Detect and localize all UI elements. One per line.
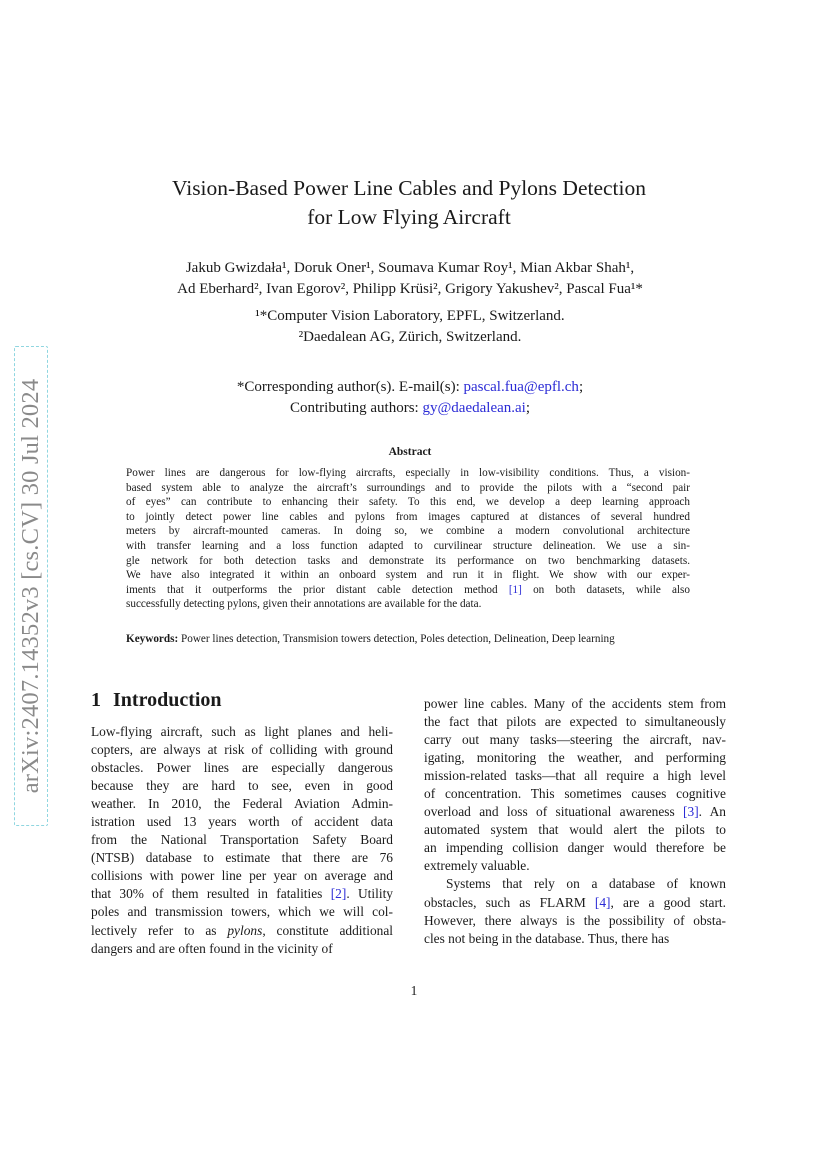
abstract-line: with transfer learning and a loss function adapted to curvilinear structure delineation. We use a sin- [126, 539, 690, 552]
body-line: (NTSB) database to estimate that there are 76 [91, 850, 393, 866]
keywords-line [126, 633, 726, 645]
body-line: weather. In 2010, the Federal Aviation Admin- [91, 796, 393, 812]
authors-line-2: Ad Eberhard², Ivan Egorov², Philipp Krüsi², Grigory Yakushev², Pascal Fua¹* [177, 280, 643, 297]
abstract-line: of eyes” can contribute to enhancing their safety. To this end, we develop a deep learning approach [126, 496, 690, 509]
body-line: the fact that pilots are expected to simultaneously [424, 714, 726, 730]
body-line-with-citation [424, 803, 726, 821]
contributing-label: Contributing authors: [289, 399, 423, 416]
abstract-line: Power lines are dangerous for low-flying aircrafts, especially in low-visibility conditions. Thus, a vision- [126, 467, 690, 479]
body-text: that 30% of them resulted in fatalities [91, 886, 331, 902]
keywords-label: Keywords: [126, 633, 179, 645]
body-line: an impending collision danger would therefore be [424, 840, 726, 856]
title-line-1: Vision-Based Power Line Cables and Pylons Detection [171, 176, 647, 200]
body-line: because they are hard to see, even in good [91, 778, 393, 794]
keywords-text: Power lines detection, Transmision towers detection, Poles detection, Delineation, Deep learning [178, 633, 615, 645]
citation-link[interactable]: [3] [683, 804, 699, 820]
left-column [91, 723, 393, 958]
abstract-line: based system able to analyze the aircraft’s surroundings and to provide the pilots with a “second pair [126, 481, 690, 494]
section-heading [91, 689, 222, 712]
citation-link[interactable]: [2] [330, 886, 347, 902]
body-line: igating, monitoring the weather, and performing [424, 750, 726, 766]
correspondence-block [100, 377, 720, 418]
abstract-line: to jointly detect power line cables and pylons from images captured at distances of several hundred [126, 510, 690, 523]
contributing-authors-row [100, 398, 720, 419]
body-text: obstacles, such as FLARM [424, 894, 595, 910]
body-line: carry out many tasks—steering the aircraft, nav- [424, 732, 726, 748]
title-line-2: for Low Flying Aircraft [307, 205, 511, 229]
affiliation-2: ²Daedalean AG, Zürich, Switzerland. [298, 328, 522, 345]
body-text: overload and loss of situational awareness [424, 804, 684, 820]
body-line: poles and transmission towers, which we will col- [91, 904, 393, 920]
affiliation-1: ¹*Computer Vision Laboratory, EPFL, Switzerland. [255, 308, 565, 324]
arxiv-stamp-text: arXiv:2407.14352v3 [cs.CV] 30 Jul 2024 [17, 378, 44, 794]
body-text: , constitute additional [262, 922, 393, 938]
citation-link[interactable]: [4] [594, 894, 611, 910]
body-line: from the National Transportation Safety Board [91, 832, 393, 848]
body-line-with-emphasis [91, 922, 393, 940]
abstract-line: We have also integrated it within an onboard system and run it in flight. We show with our exper- [126, 569, 690, 582]
citation-link[interactable]: [1] [508, 583, 522, 596]
right-column [424, 695, 726, 948]
abstract-line: gle network for both detection tasks and demonstrate its performance on two benchmarking datasets. [126, 554, 690, 567]
body-text: , are a good start. [610, 894, 726, 910]
body-text: . An [698, 804, 726, 820]
body-line: copters, are always at risk of colliding with ground [91, 742, 393, 758]
abstract-text: iments that it outperforms the prior distant cable detection method [126, 583, 509, 596]
corresponding-author-row [100, 377, 720, 398]
page-number: 1 [410, 983, 418, 998]
corresponding-email-link[interactable]: pascal.fua@epfl.ch [463, 379, 579, 395]
corresponding-suffix: ; [578, 379, 584, 395]
body-line: obstacles. Power lines are especially dangerous [91, 760, 393, 776]
body-line: However, there always is the possibility of obsta- [424, 912, 726, 928]
body-line-with-citation [424, 894, 726, 912]
contributing-email-link[interactable]: gy@daedalean.ai [422, 399, 526, 416]
body-line-with-citation [91, 885, 393, 903]
body-line: collisions with power line per year on average and [91, 868, 393, 884]
abstract-line-with-citation [126, 583, 690, 598]
body-line: of concentration. This sometimes causes cognitive [424, 786, 726, 802]
abstract-body [126, 466, 690, 612]
abstract-heading: Abstract [388, 446, 432, 458]
body-line: automated system that would alert the pilots to [424, 822, 726, 838]
body-line: istration used 13 years worth of accident data [91, 814, 393, 830]
body-line: extremely valuable. [424, 858, 530, 874]
body-line: mission-related tasks—that all require a high level [424, 768, 726, 784]
affiliations [100, 306, 720, 347]
emphasized-term: pylons [227, 922, 263, 938]
body-text: lectively refer to as [91, 922, 228, 938]
body-line: cles not being in the database. Thus, there has [424, 930, 670, 946]
abstract-line: successfully detecting pylons, given their annotations are available for the data. [126, 598, 482, 611]
body-line: dangers and are often found in the vicinity of [91, 940, 333, 956]
body-text: . Utility [346, 886, 393, 902]
contributing-suffix: ; [525, 399, 531, 416]
section-number: 1 [91, 689, 101, 711]
corresponding-label: *Corresponding author(s). E-mail(s): [236, 379, 464, 395]
abstract-text: on both datasets, while also [521, 583, 690, 596]
paper-title [100, 174, 718, 232]
body-line: power line cables. Many of the accidents stem from [424, 696, 726, 711]
section-title: Introduction [113, 689, 222, 711]
author-list [90, 258, 730, 299]
abstract-line: meters by aircraft-mounted cameras. In doing so, we combine a modern convolutional architecture [126, 525, 690, 538]
body-line: Low-flying aircraft, such as light planes and heli- [91, 724, 393, 739]
authors-line-1: Jakub Gwizdała¹, Doruk Oner¹, Soumava Kumar Roy¹, Mian Akbar Shah¹, [185, 260, 635, 276]
arxiv-identifier-stamp[interactable] [14, 346, 48, 826]
body-line: Systems that rely on a database of known [446, 876, 726, 892]
